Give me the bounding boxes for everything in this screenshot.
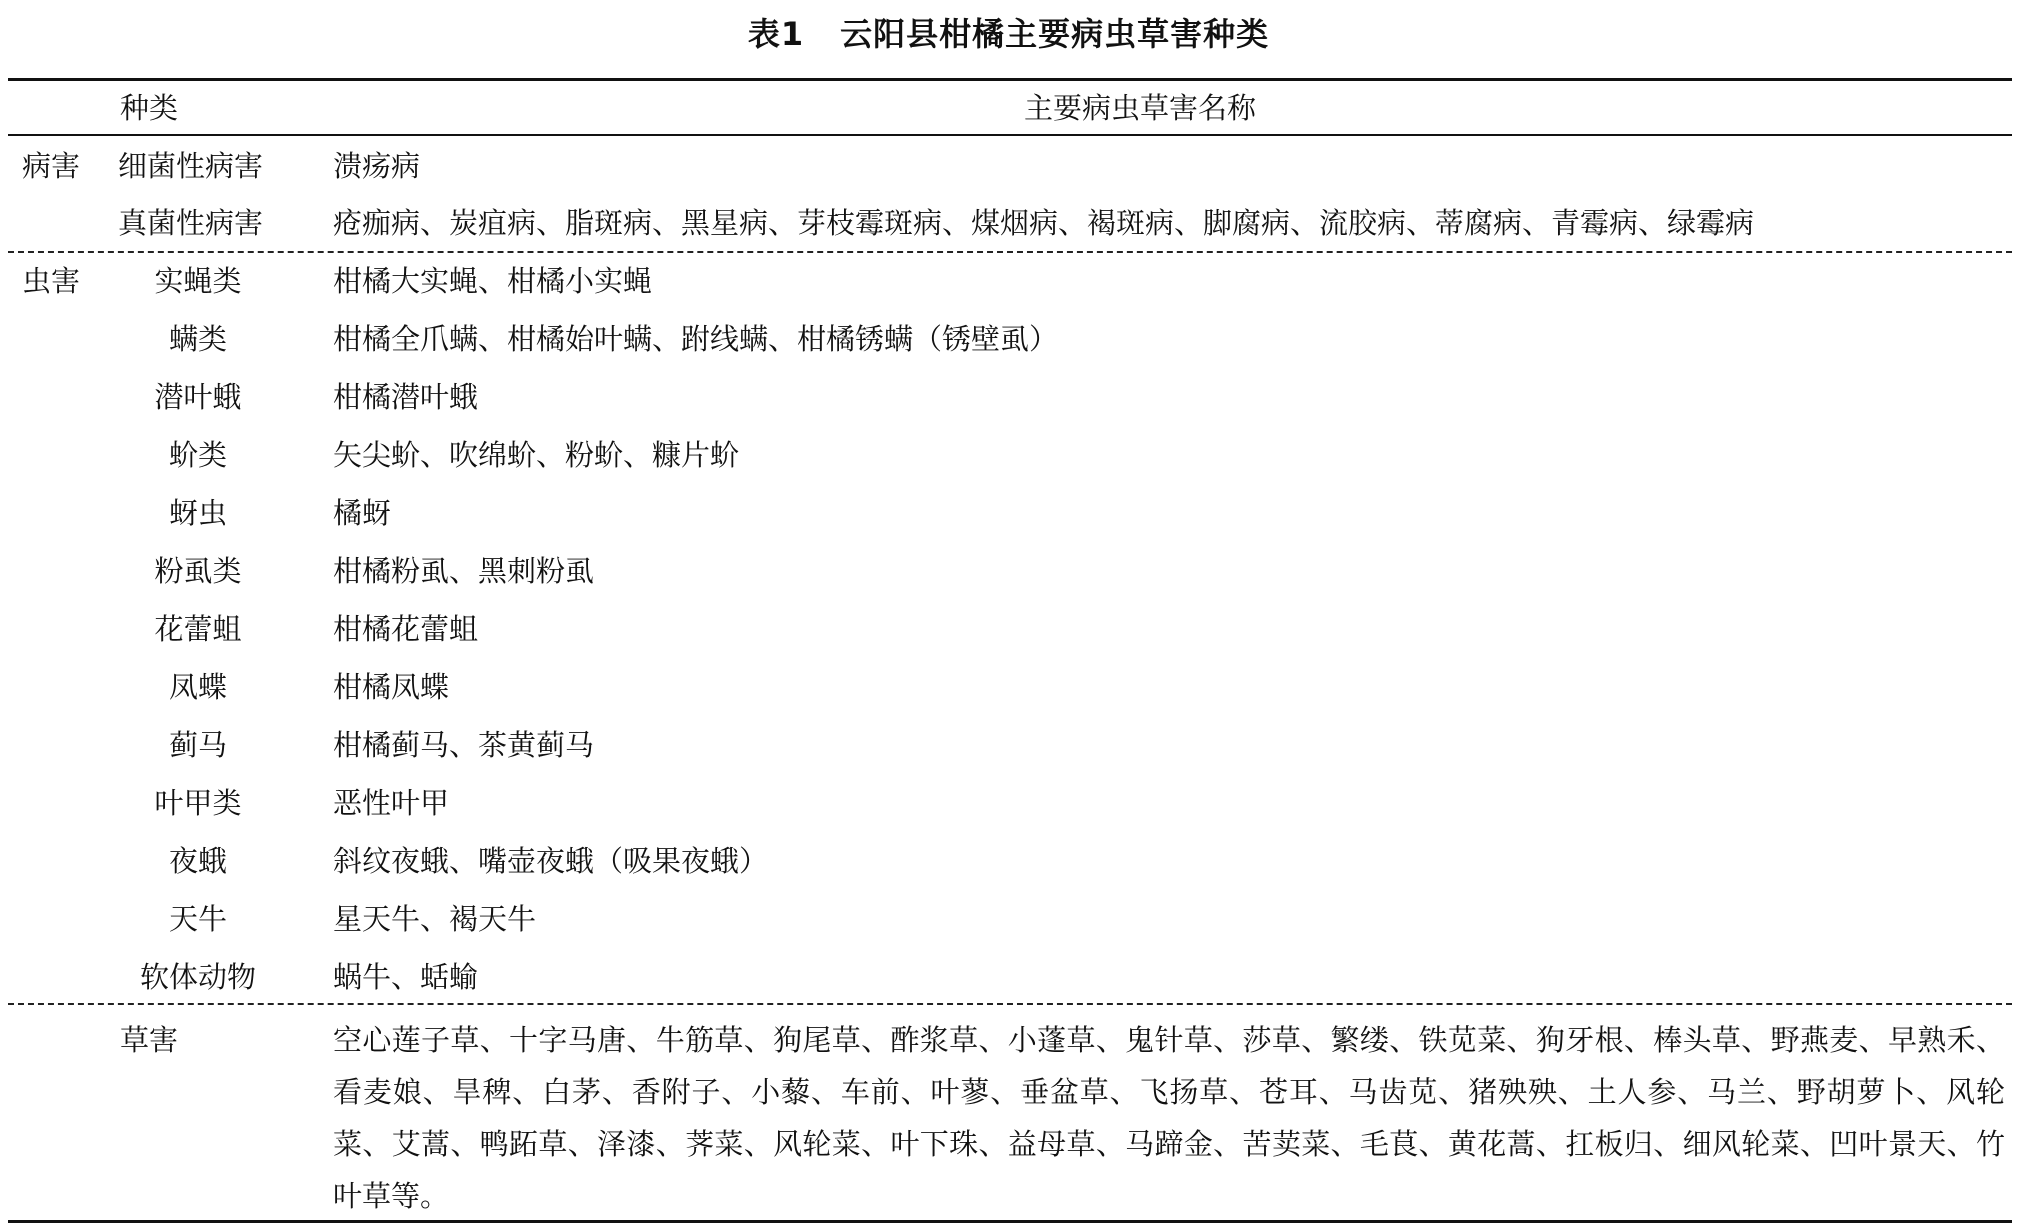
- header-rule: [8, 134, 2012, 136]
- names-leafminer: 柑橘潜叶蛾: [333, 380, 479, 414]
- names-fruit-fly: 柑橘大实蝇、柑橘小实蝇: [333, 264, 653, 298]
- category-weed: 草害: [120, 1023, 179, 1057]
- table-caption-label: 表1: [747, 15, 805, 53]
- section-divider-disease: [8, 251, 2012, 253]
- subcategory-bacterial: 细菌性病害: [118, 149, 264, 183]
- names-bacterial: 溃疡病: [333, 149, 421, 183]
- names-fungal: 疮痂病、炭疽病、脂斑病、黑星病、芽枝霉斑病、煤烟病、褐斑病、脚腐病、流胶病、蒂腐病、青霉病、绿霉病: [333, 206, 1755, 240]
- names-longhorn: 星天牛、褐天牛: [333, 902, 537, 936]
- subcategory-thrips: 蓟马: [168, 728, 227, 762]
- names-noctuid: 斜纹夜蛾、嘴壶夜蛾（吸果夜蛾）: [333, 844, 769, 878]
- names-weed: 空心莲子草、十字马唐、牛筋草、狗尾草、酢浆草、小蓬草、鬼针草、莎草、繁缕、铁苋菜、狗牙根、棒头草、野燕麦、早熟禾、看麦娘、旱稗、白茅、香附子、小藜、车前、叶蓼、垂盆草、飞扬草、苍耳、马齿苋、猪殃殃、土人参、马兰、野胡萝卜、风轮菜、艾蒿、鸭跖草、泽漆、荠菜、风轮菜、叶下珠、益母草、马蹄金、苦荬菜、毛茛、黄花蒿、扛板归、细风轮菜、凹叶景天、竹叶草等。: [333, 1023, 2005, 1213]
- names-mites: 柑橘全爪螨、柑橘始叶螨、跗线螨、柑橘锈螨（锈壁虱）: [333, 322, 1059, 356]
- table-bottom-rule: [8, 1220, 2012, 1223]
- names-bud-maggot: 柑橘花蕾蛆: [333, 612, 479, 646]
- names-swallowtail: 柑橘凤蝶: [333, 670, 450, 704]
- header-kind: 种类: [120, 91, 179, 125]
- names-mollusc: 蜗牛、蛞蝓: [333, 960, 479, 994]
- names-thrips: 柑橘蓟马、茶黄蓟马: [333, 728, 595, 762]
- table-caption-text: 云阳县柑橘主要病虫草害种类: [840, 15, 1270, 53]
- subcategory-fruit-fly: 实蝇类: [154, 264, 242, 298]
- subcategory-scale: 蚧类: [168, 438, 227, 472]
- subcategory-mollusc: 软体动物: [139, 960, 256, 994]
- subcategory-whitefly: 粉虱类: [154, 554, 242, 588]
- names-scale: 矢尖蚧、吹绵蚧、粉蚧、糠片蚧: [333, 438, 740, 472]
- names-aphid: 橘蚜: [333, 496, 392, 530]
- table-caption: [0, 10, 2017, 58]
- subcategory-noctuid: 夜蛾: [168, 844, 227, 878]
- section-divider-pest: [8, 1003, 2012, 1005]
- subcategory-swallowtail: 凤蝶: [168, 670, 227, 704]
- names-leaf-beetle: 恶性叶甲: [333, 786, 450, 820]
- names-whitefly: 柑橘粉虱、黑刺粉虱: [333, 554, 595, 588]
- category-pest: 虫害: [22, 264, 81, 298]
- subcategory-longhorn: 天牛: [168, 902, 227, 936]
- category-disease: 病害: [22, 149, 81, 183]
- subcategory-aphid: 蚜虫: [168, 496, 227, 530]
- subcategory-fungal: 真菌性病害: [118, 206, 264, 240]
- subcategory-leaf-beetle: 叶甲类: [154, 786, 242, 820]
- header-names: 主要病虫草害名称: [1024, 91, 1257, 125]
- table-top-rule: [8, 78, 2012, 81]
- subcategory-mites: 螨类: [168, 322, 227, 356]
- subcategory-bud-maggot: 花蕾蛆: [154, 612, 242, 646]
- subcategory-leafminer: 潜叶蛾: [154, 380, 242, 414]
